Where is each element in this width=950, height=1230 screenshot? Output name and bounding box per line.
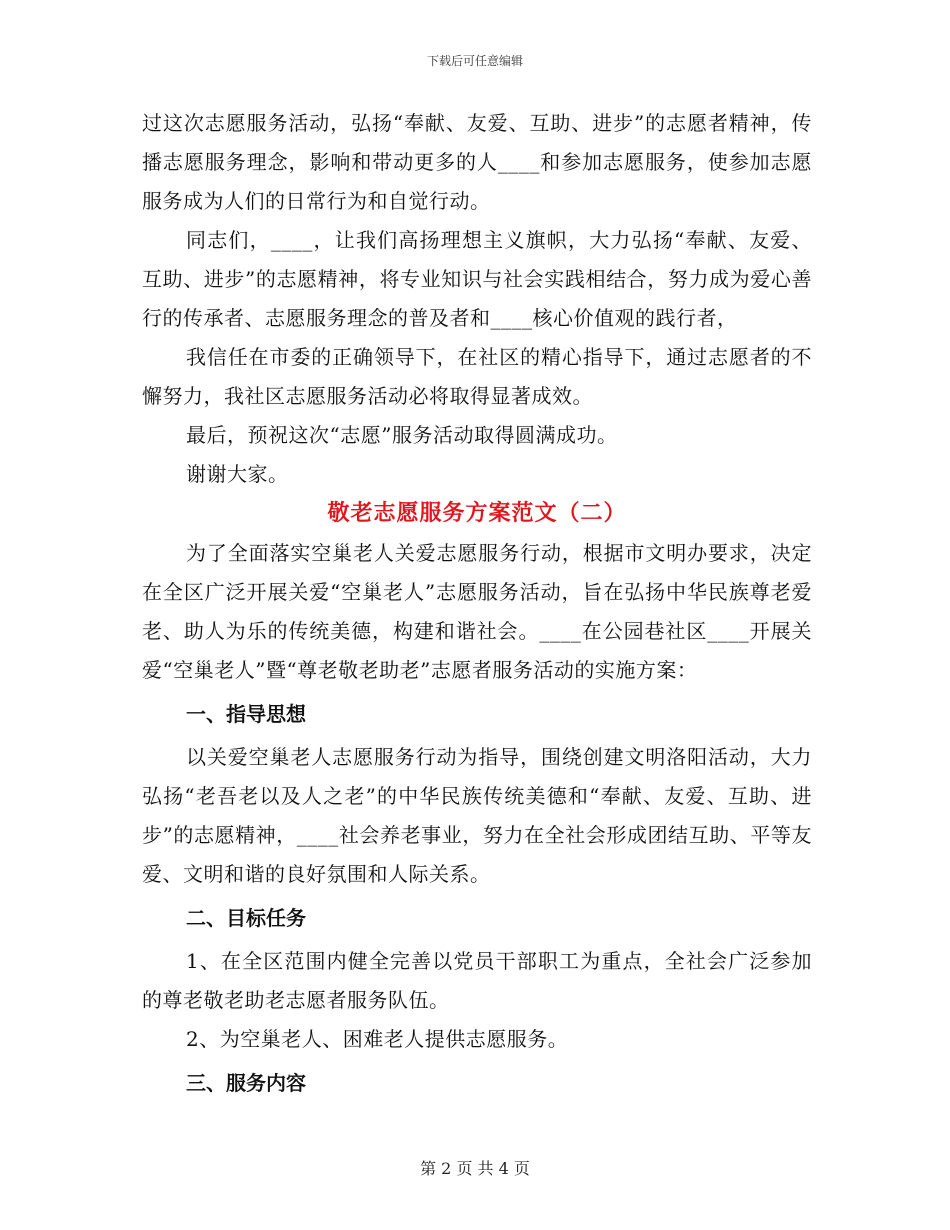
- heading-goals: 二、目标任务: [186, 906, 306, 930]
- paragraph-goal-2: 2、为空巢老人、困难老人提供志愿服务。: [186, 1027, 569, 1051]
- section-title: 敬老志愿服务方案范文（二）: [327, 501, 627, 526]
- paragraph-continuation: 过这次志愿服务活动，弘扬“奉献、友爱、互助、进步”的志愿者精神，传播志愿服务理念，影响和带动更多的人____和参加志愿服务，使参加志愿服务成为人们的日常行为和自觉行动。: [142, 111, 812, 213]
- paragraph-wish: 最后，预祝这次“志愿”服务活动取得圆满成功。: [186, 423, 618, 447]
- paragraph-comrades: 同志们，____，让我们高扬理想主义旗帜，大力弘扬“奉献、友爱、互助、进步”的志愿精神，将专业知识与社会实践相结合，努力成为爱心善行的传承者、志愿服务理念的普及者和____核心价值观的践行者，: [142, 228, 812, 330]
- paragraph-guiding-ideology: 以关爱空巢老人志愿服务行动为指导，围绕创建文明洛阳活动，大力弘扬“老吾老以及人之老”的中华民族传统美德和“奉献、友爱、互助、进步”的志愿精神，____社会养老事业，努力在全社会形成团结互助、平等友爱、文明和谐的良好氛围和人际关系。: [142, 745, 812, 886]
- document-body: [142, 104, 812, 1107]
- heading-guiding-ideology: 一、指导思想: [186, 702, 306, 726]
- paragraph-thanks: 谢谢大家。: [186, 462, 289, 486]
- paragraph-goal-1: 1、在全区范围内健全完善以党员干部职工为重点，全社会广泛参加的尊老敬老助老志愿者服务队伍。: [142, 949, 812, 1012]
- page-header: 下载后可任意编辑: [426, 54, 523, 68]
- heading-service-content: 三、服务内容: [186, 1071, 306, 1095]
- paragraph-belief: 我信任在市委的正确领导下，在社区的精心指导下，通过志愿者的不懈努力，我社区志愿服务活动必将取得显著成效。: [142, 345, 812, 408]
- paragraph-intro: 为了全面落实空巢老人关爱志愿服务行动，根据市文明办要求，决定在全区广泛开展关爱“空巢老人”志愿服务活动，旨在弘扬中华民族尊老爱老、助人为乐的传统美德，构建和谐社会。____在公园巷社区____开展关爱“空巢老人”暨“尊老敬老助老”志愿者服务活动的实施方案：: [142, 541, 812, 682]
- page-number: 第 2 页 共 4 页: [420, 1159, 530, 1178]
